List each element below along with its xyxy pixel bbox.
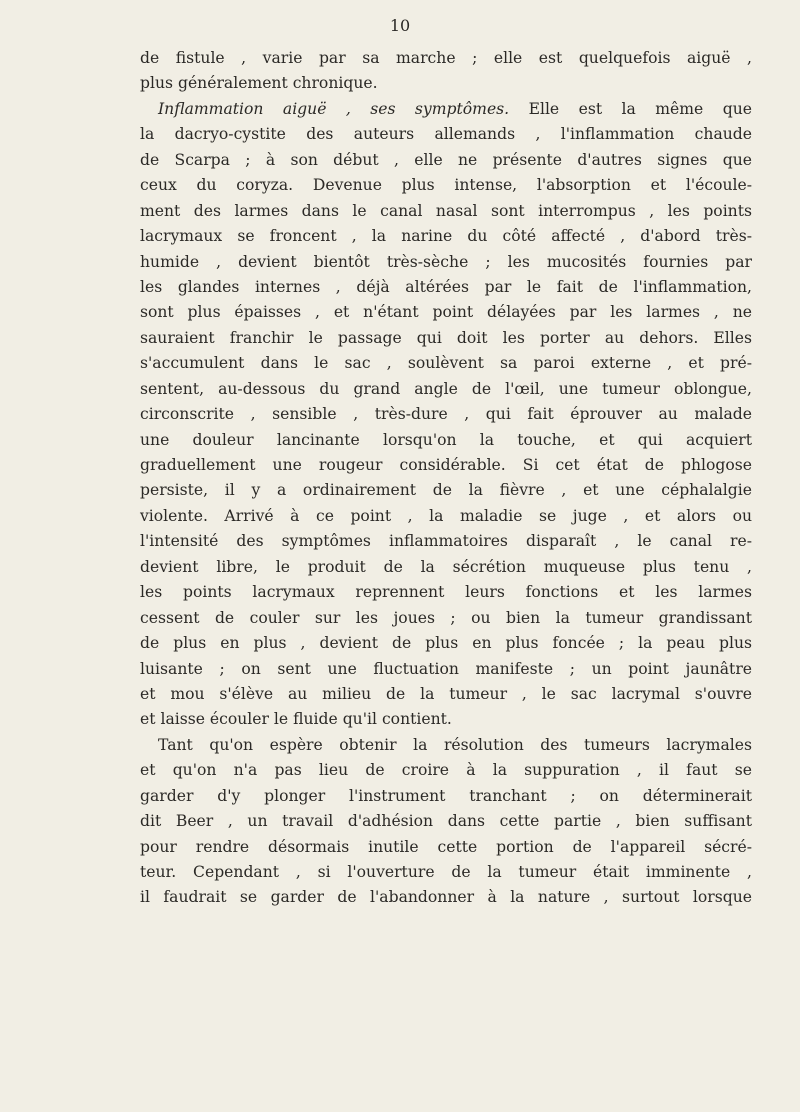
text-line: de Scarpa ; à son début , elle ne présente d'autres signes que — [140, 150, 752, 169]
text-line: circonscrite , sensible , très-dure , qui fait éprouver au malade — [140, 405, 752, 424]
text-line: ment des larmes dans le canal nasal sont interrompus , les points — [140, 201, 752, 220]
text-line: une douleur lancinante lorsqu'on la touche, et qui acquiert — [140, 430, 752, 449]
text-line: humide , devient bientôt très-sèche ; les mucosités fournies par — [140, 252, 752, 271]
text-line: cessent de couler sur les joues ; ou bien la tumeur grandissant — [140, 608, 752, 627]
text-line: pour rendre désormais inutile cette portion de l'appareil sécré- — [140, 837, 752, 856]
text-line: dit Beer , un travail d'adhésion dans cette partie , bien suffisant — [140, 812, 752, 831]
section-heading: Inflammation aiguë , ses symptômes. — [158, 99, 510, 118]
text-line: et qu'on n'a pas lieu de croire à la suppuration , il faut se — [140, 761, 752, 780]
text-line: et laisse écouler le fluide qu'il contient. — [140, 710, 452, 729]
text-line: violente. Arrivé à ce point , la maladie se juge , et alors ou — [140, 506, 752, 525]
text-line: teur. Cependant , si l'ouverture de la tumeur était imminente , — [140, 863, 752, 881]
page-number: 10 — [389, 16, 411, 35]
text-line: sauraient franchir le passage qui doit les porter au dehors. Elles — [140, 328, 752, 347]
text-line — [140, 97, 752, 122]
text-line: sont plus épaisses , et n'étant point délayées par les larmes , ne — [140, 303, 752, 322]
text-line: de plus en plus , devient de plus en plus foncée ; la peau plus — [140, 634, 752, 653]
text-line: garder d'y plonger l'instrument tranchant ; on déterminerait — [140, 786, 752, 805]
text-line: sentent, au-dessous du grand angle de l'œil, une tumeur oblongue, — [140, 379, 752, 398]
text-line: de fistule , varie par sa marche ; elle est quelquefois aiguë , — [140, 49, 752, 67]
text-line: les glandes internes , déjà altérées par le fait de l'inflammation, — [140, 277, 752, 296]
text-line: il faudrait se garder de l'abandonner à la nature , surtout lorsque — [140, 888, 752, 907]
text-line: ceux du coryza. Devenue plus intense, l'absorption et l'écoule- — [140, 176, 752, 195]
text-line: persiste, il y a ordinairement de la fièvre , et une céphalalgie — [140, 481, 752, 500]
text-line: et mou s'élève au milieu de la tumeur , le sac lacrymal s'ouvre — [140, 684, 752, 703]
text-line: l'intensité des symptômes inflammatoires disparaît , le canal re- — [140, 532, 752, 551]
text-line: devient libre, le produit de la sécrétion muqueuse plus tenu , — [140, 557, 752, 576]
text-line: Tant qu'on espère obtenir la résolution des tumeurs lacrymales — [158, 735, 752, 754]
body-text — [140, 46, 752, 911]
text-line: s'accumulent dans le sac , soulèvent sa paroi externe , et pré- — [140, 354, 752, 373]
text-line: luisante ; on sent une fluctuation manifeste ; un point jaunâtre — [140, 659, 752, 678]
text-line: plus généralement chronique. — [140, 74, 378, 93]
text-line: la dacryo-cystite des auteurs allemands , l'inflammation chaude — [140, 125, 752, 144]
text-line: graduellement une rougeur considérable. Si cet état de phlogose — [140, 456, 752, 474]
text-line: les points lacrymaux reprennent leurs fonctions et les larmes — [140, 583, 752, 602]
text-line: lacrymaux se froncent , la narine du côté affecté , d'abord très- — [140, 227, 752, 246]
text-fragment: Elle est la même que — [528, 99, 752, 118]
